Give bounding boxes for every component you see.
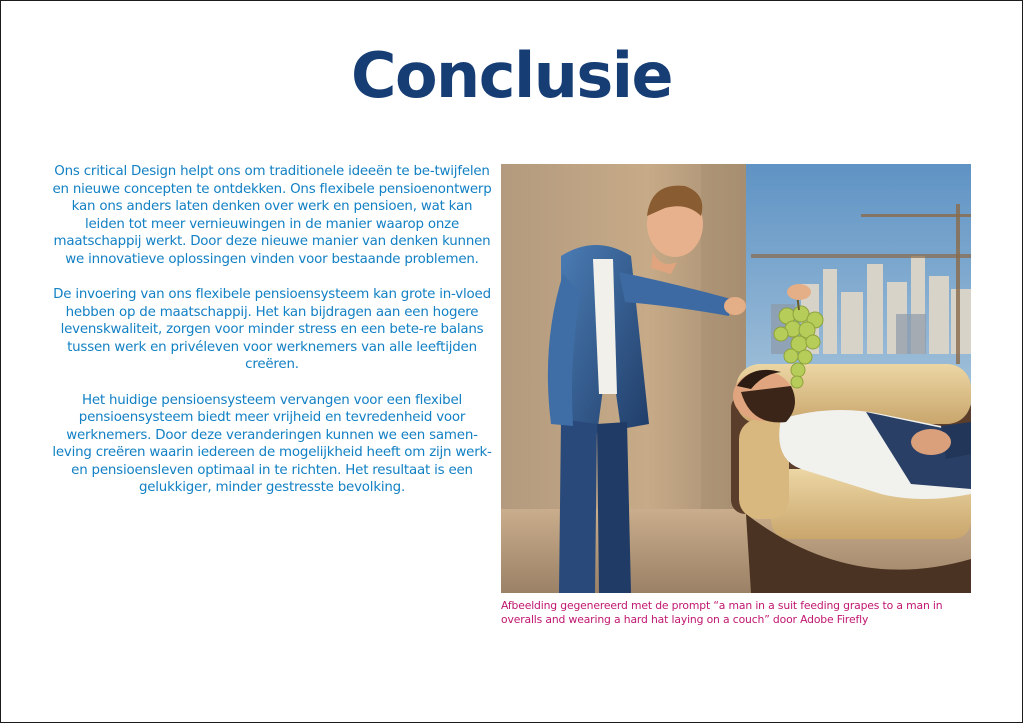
- generated-photo: [501, 164, 971, 593]
- page-title: Conclusie: [350, 39, 673, 112]
- image-caption: Afbeelding gegenereerd met de prompt “a man in a suit feeding grapes to a man in overalls and wearing a hard hat laying on a couch” door Adobe Firefly: [501, 599, 943, 626]
- paragraph-1: Ons critical Design helpt ons om traditionele ideeën te be-twijfelen en nieuwe concepten te ontdekken. Ons flexibele pensioenontwerp kan ons anders laten denken over werk en pensioen, wat kan leiden tot meer vernieuwingen in de manier waarop onze maatschappij werkt. Door deze nieuwe manier van denken kunnen we innovatieve oplossingen vinden voor bestaande problemen.: [52, 164, 492, 267]
- body-text: [51, 163, 493, 515]
- paragraph-3: Het huidige pensioensysteem vervangen voor een flexibel pensioensysteem biedt meer vrijheid en tevredenheid voor werknemers. Door deze veranderingen kunnen we een samen-leving creëren waarin iedereen de mogelijkheid heeft om zijn werk- en pensioensleven optimaal in te richten. Het resultaat is een gelukkiger, minder gestresste bevolking.: [52, 392, 492, 495]
- paragraph-2: De invoering van ons flexibele pensioensysteem kan grote in-vloed hebben op de maatschappij. Het kan bijdragen aan een hogere levenskwaliteit, zorgen voor minder stress en een bete-re balans tussen werk en privéleven voor werknemers van alle leeftijden creëren.: [53, 287, 491, 372]
